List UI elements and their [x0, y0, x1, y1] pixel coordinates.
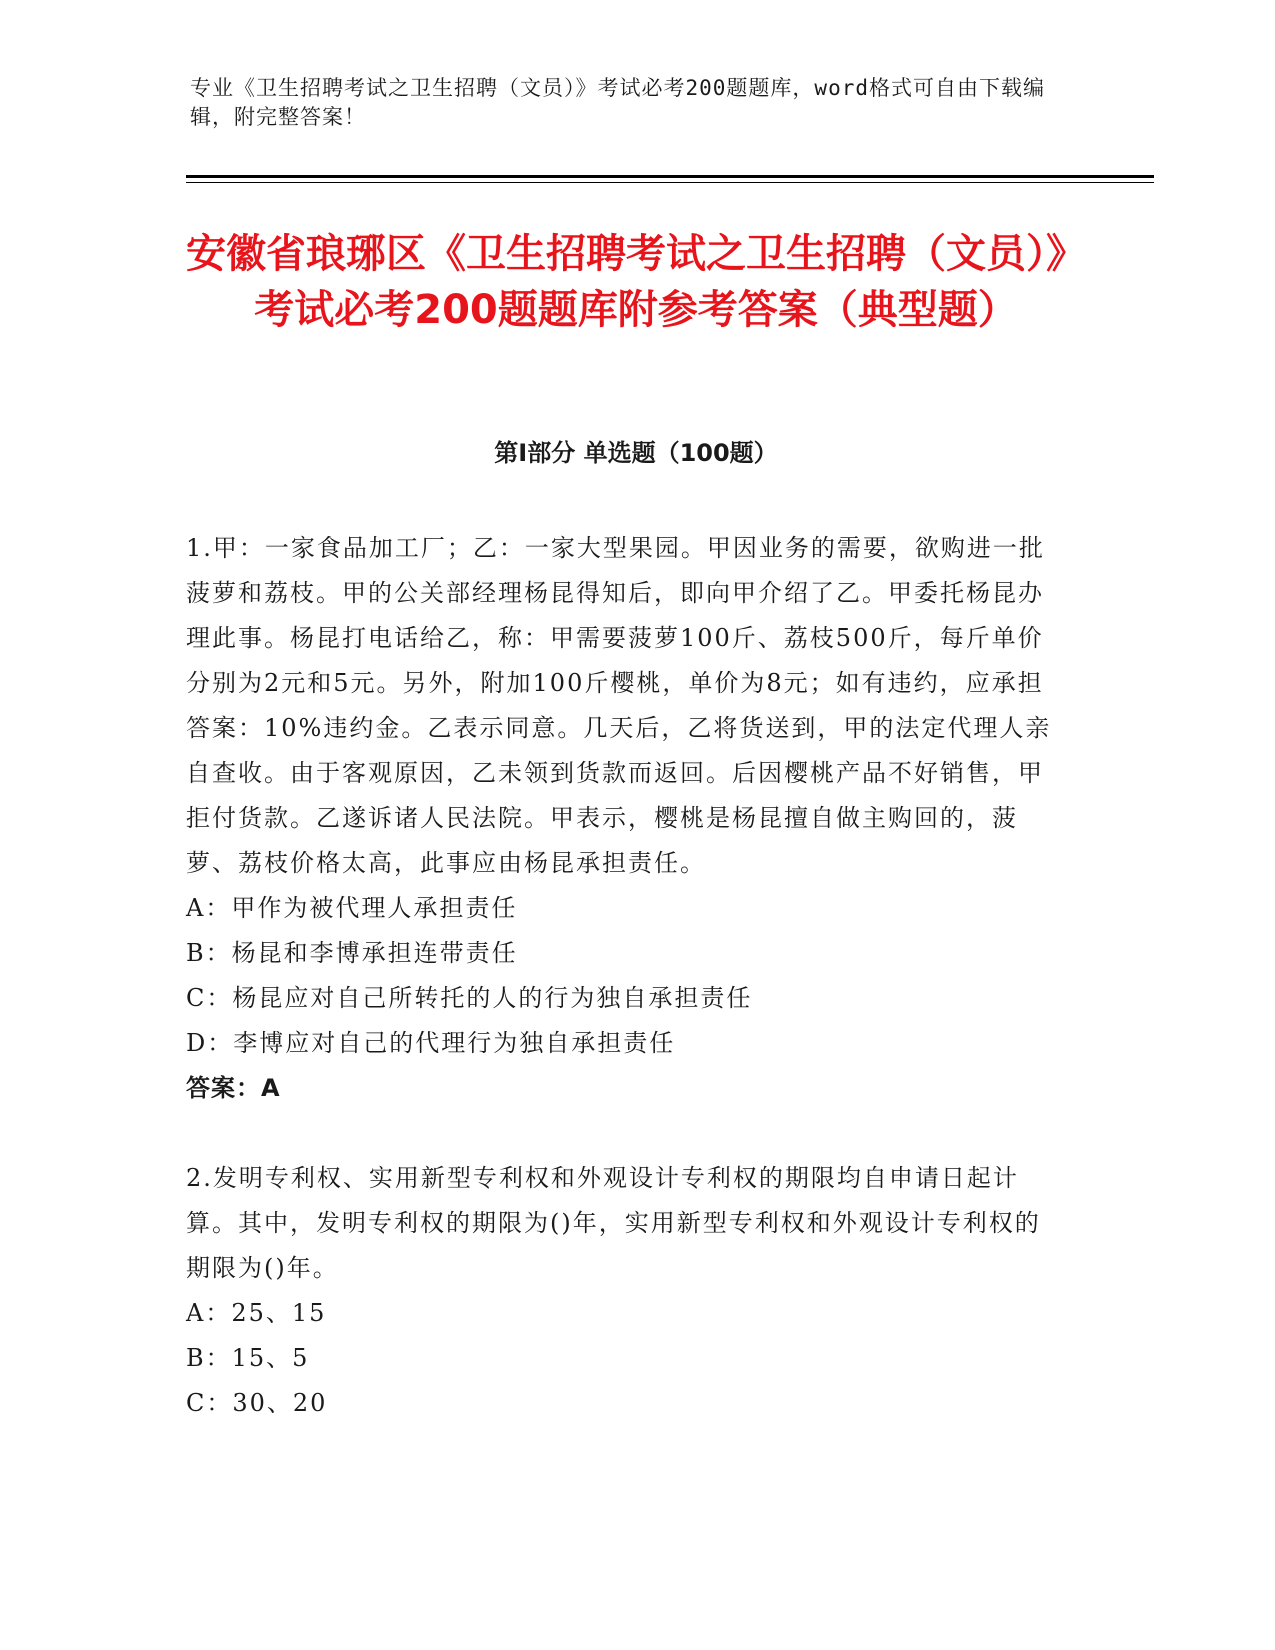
question-stem: 2.发明专利权、实用新型专利权和外观设计专利权的期限均自申请日起计算。其中，发明专利权的期限为()年，实用新型专利权和外观设计专利权的期限为()年。 [186, 1164, 1041, 1282]
option-a: A：25、15 [186, 1299, 327, 1327]
option-b: B：杨昆和李博承担连带责任 [186, 939, 518, 967]
question-1 [186, 526, 1066, 1111]
option-c: C：30、20 [186, 1389, 328, 1417]
option-d: D：李博应对自己的代理行为独自承担责任 [186, 1029, 676, 1057]
header-rule-thin [186, 182, 1154, 183]
header-rule-thick [186, 175, 1154, 178]
option-b: B：15、5 [186, 1344, 310, 1372]
question-2 [186, 1156, 1066, 1426]
section-title: 第I部分 单选题（100题） [494, 439, 778, 467]
question-list [186, 526, 1066, 1471]
option-a: A：甲作为被代理人承担责任 [186, 894, 518, 922]
option-c: C：杨昆应对自己所转托的人的行为独自承担责任 [186, 984, 753, 1012]
answer-line: 答案：A [186, 1074, 281, 1102]
document-title: 安徽省琅琊区《卫生招聘考试之卫生招聘（文员）》考试必考200题题库附参考答案（典型题） [186, 231, 1086, 333]
question-stem: 1.甲：一家食品加工厂；乙：一家大型果园。甲因业务的需要，欲购进一批菠萝和荔枝。甲的公关部经理杨昆得知后，即向甲介绍了乙。甲委托杨昆办理此事。杨昆打电话给乙，称：甲需要菠萝100斤、荔枝500斤，每斤单价分别为2元和5元。另外，附加100斤樱桃，单价为8元；如有违约，应承担答案：10%违约金。乙表示同意。几天后，乙将货送到，甲的法定代理人亲自查收。由于客观原因，乙未领到货款而返回。后因樱桃产品不好销售，甲拒付货款。乙遂诉诸人民法院。甲表示，樱桃是杨昆擅自做主购回的，菠萝、荔枝价格太高，此事应由杨昆承担责任。 [186, 534, 1052, 877]
header-note: 专业《卫生招聘考试之卫生招聘（文员）》考试必考200题题库，word格式可自由下载编辑，附完整答案！ [190, 76, 1045, 129]
